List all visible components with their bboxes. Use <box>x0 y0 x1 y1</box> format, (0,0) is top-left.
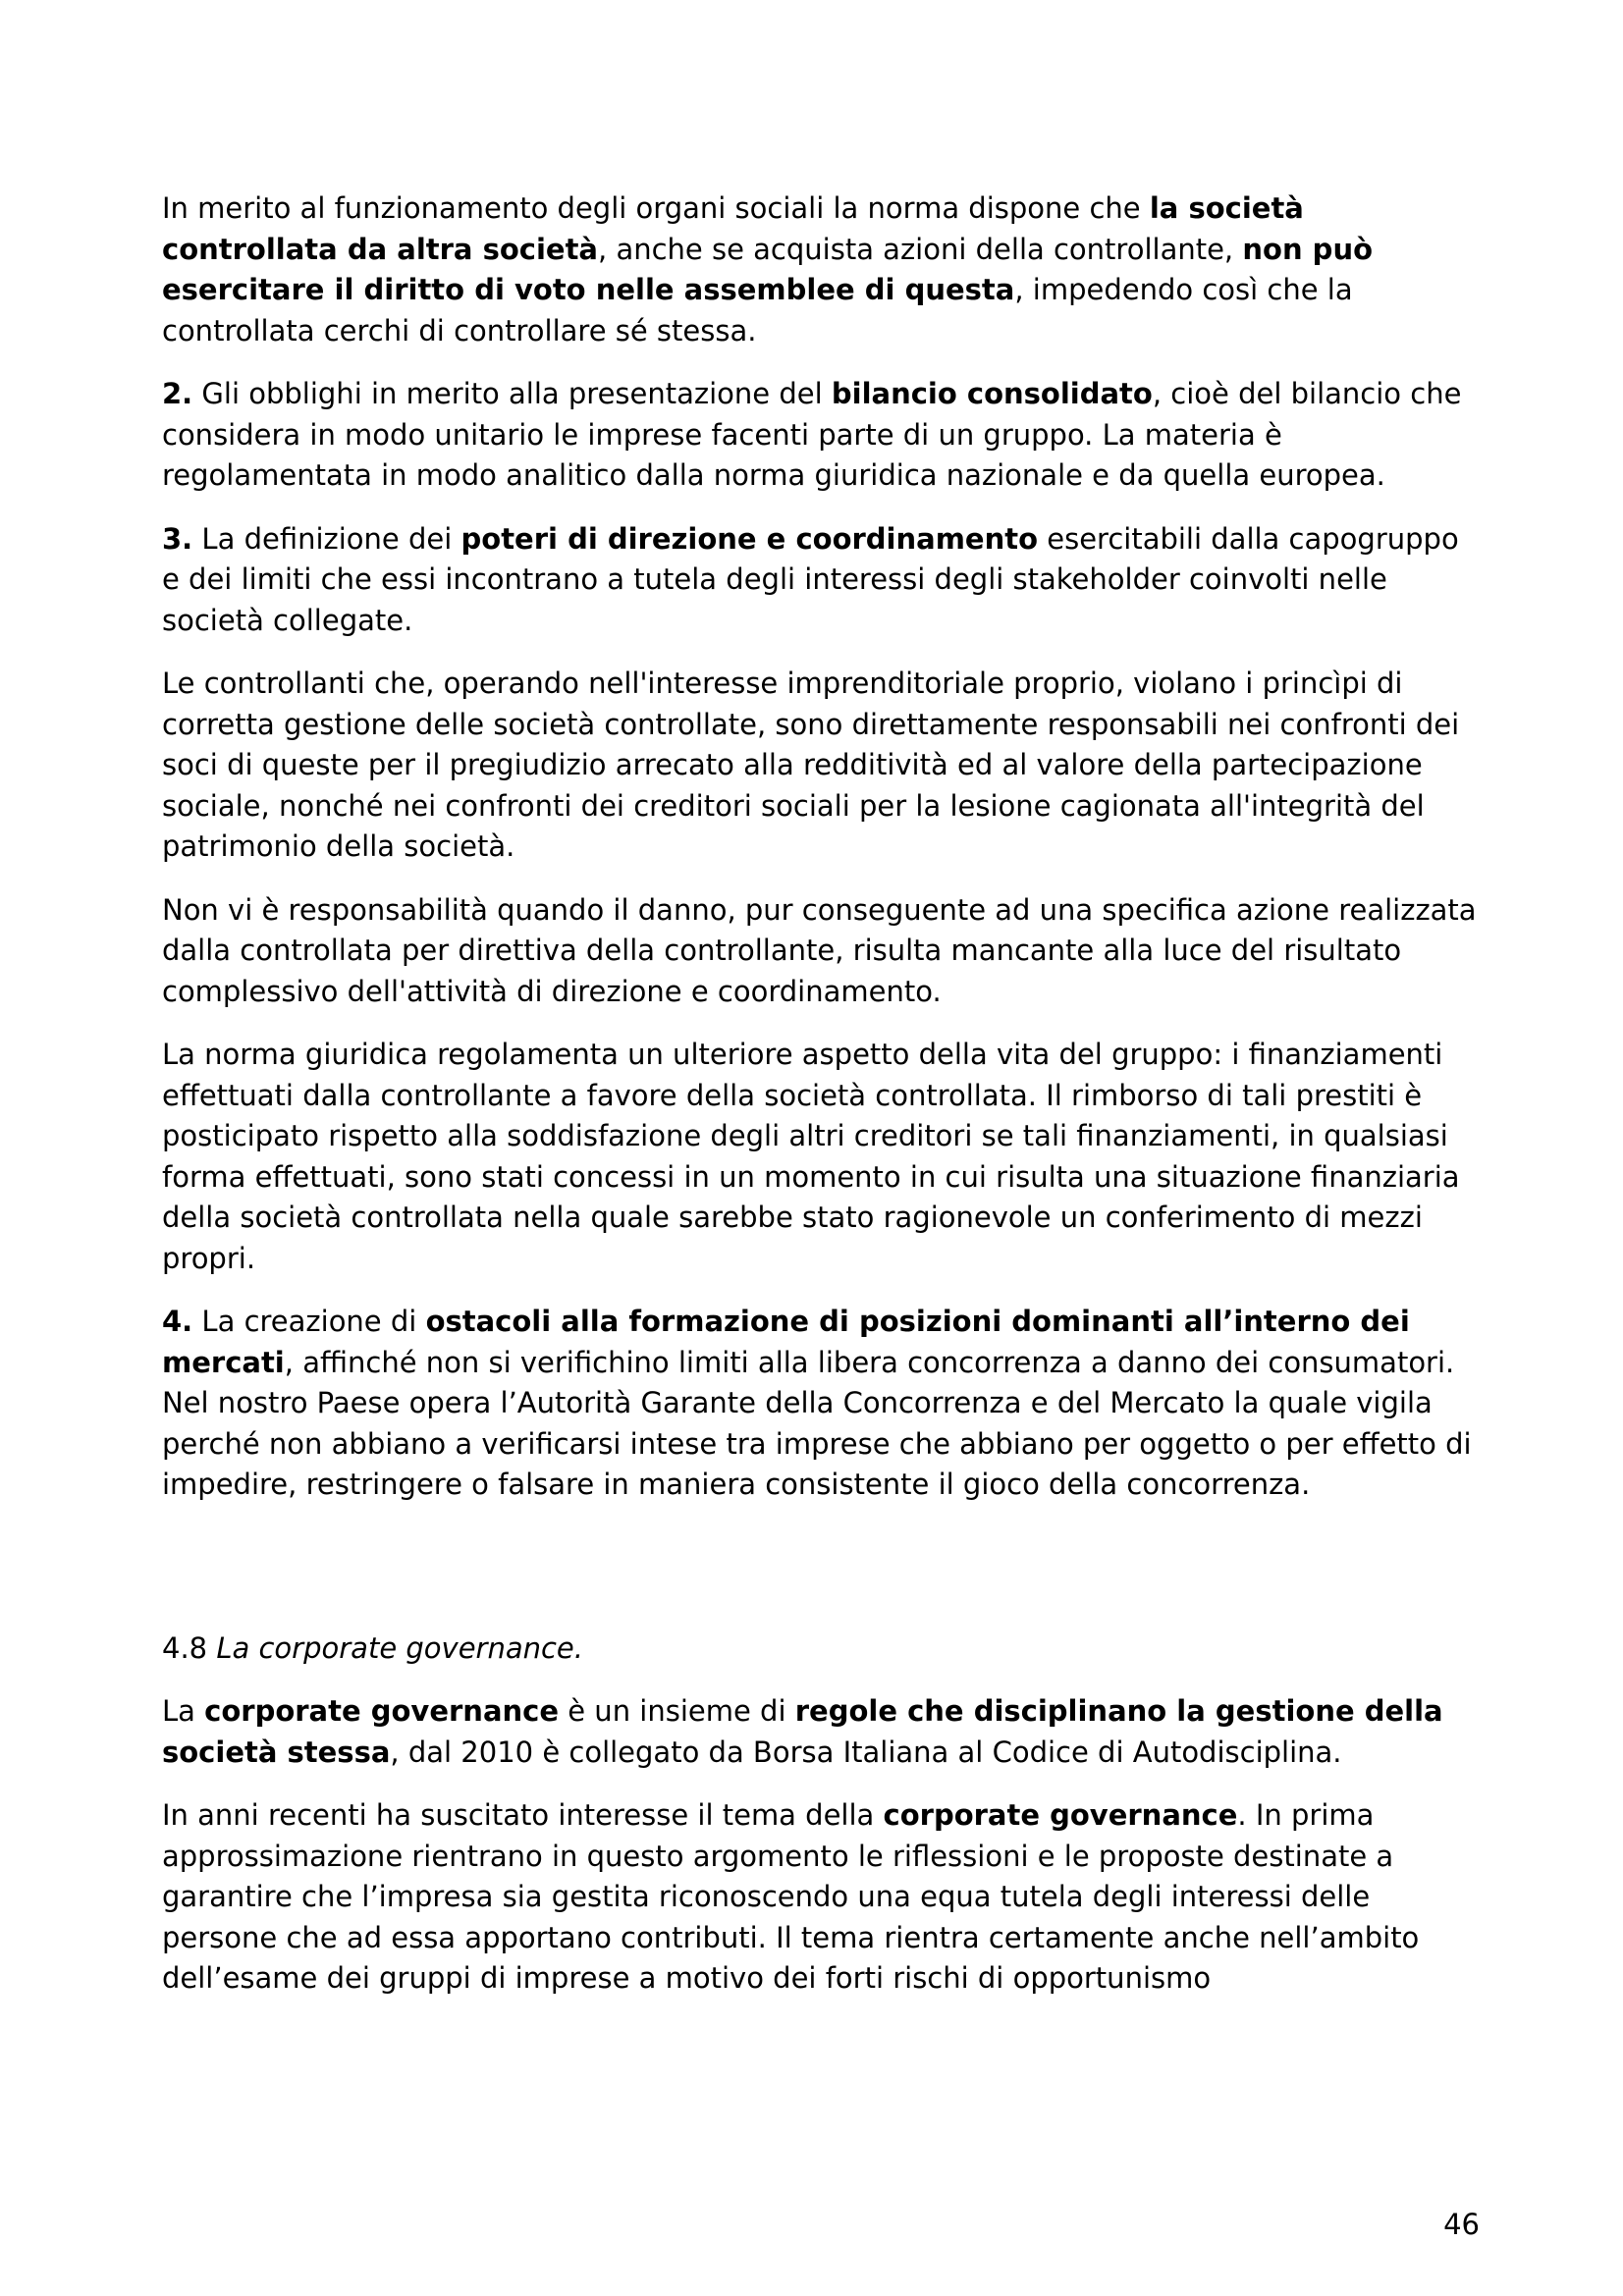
bold-text: bilancio consolidato <box>831 377 1153 410</box>
page-number: 46 <box>1443 2208 1480 2241</box>
list-number: 2. <box>162 377 193 410</box>
text-run: , anche se acquista azioni della controllante, <box>598 232 1243 266</box>
text-run: esercitabili dalla capogruppo e dei limiti che essi incontrano a tutela degli interessi degli stakeholder coinvolti nelle società collegate. <box>162 521 1459 637</box>
list-number: 4. <box>162 1305 193 1338</box>
page-content <box>162 188 1478 2022</box>
text-run: La creazione di <box>192 1305 426 1338</box>
section-spacer <box>162 1528 1478 1629</box>
text-run: . In prima approssimazione rientrano in questo argomento le riflessioni e le proposte destinate a garantire che l’impresa sia gestita riconoscendo una equa tutela degli interessi delle persone che ad essa apportano contributi. Il tema rientra certamente anche nell’ambito dell’esame dei gruppi di imprese a motivo dei forti rischi di opportunismo <box>162 1798 1420 1995</box>
text-run: , cioè del bilancio che considera in modo unitario le imprese facenti parte di un gruppo. La materia è regolamentata in modo analitico dalla norma giuridica nazionale e da quella europea. <box>162 377 1462 492</box>
section-number: 4.8 <box>162 1630 217 1665</box>
paragraph-responsabilita: Non vi è responsabilità quando il danno, pur conseguente ad una specifica azione realizzata dalla controllata per direttiva della controllante, risulta mancante alla luce del risultato complessivo dell'attività di direzione e coordinamento. <box>162 892 1477 1008</box>
list-number: 3. <box>162 521 193 556</box>
text-run: è un insieme di <box>559 1694 795 1728</box>
bold-text: regole che disciplinano la gestione della società stessa <box>162 1694 1443 1769</box>
paragraph-corporate-governance-definition <box>162 1691 1478 1773</box>
paragraph-poteri-direzione <box>162 519 1478 642</box>
section-heading <box>162 1629 1478 1670</box>
section-title: La corporate governance. <box>216 1630 583 1665</box>
text-run: , dal 2010 è collegato da Borsa Italiana al Codice di Autodisciplina. <box>390 1735 1342 1769</box>
text-run: Gli obblighi in merito alla presentazione del <box>192 377 832 410</box>
text-run: La <box>162 1694 205 1728</box>
paragraph-corporate-governance-interest <box>162 1795 1478 2000</box>
paragraph-finanziamenti: La norma giuridica regolamenta un ulteriore aspetto della vita del gruppo: i finanziamenti effettuati dalla controllante a favore della società controllata. Il rimborso di tali prestiti è posticipato rispetto alla soddisfazione degli altri creditori se tali finanziamenti, in qualsiasi forma effettuati, sono stati concessi in un momento in cui risulta una situazione finanziaria della società controllata nella quale sarebbe stato ragionevole un conferimento di mezzi propri. <box>162 1038 1460 1275</box>
paragraph-controllanti: Le controllanti che, operando nell'interesse imprenditoriale proprio, violano i princìpi di corretta gestione delle società controllate, sono direttamente responsabili nei confronti dei soci di queste per il pregiudizio arrecato alla redditività ed al valore della partecipazione sociale, nonché nei confronti dei creditori sociali per la lesione cagionata all'integrità del patrimonio della società. <box>162 667 1460 863</box>
text-run: La definizione dei <box>192 521 461 556</box>
text-run: In anni recenti ha suscitato interesse il tema della <box>162 1798 884 1832</box>
bold-text: corporate governance <box>204 1694 560 1728</box>
bold-text: poteri di direzione e coordinamento <box>460 521 1039 556</box>
paragraph-posizioni-dominanti <box>162 1302 1478 1506</box>
text-run: In merito al funzionamento degli organi sociali la norma dispone che <box>162 191 1150 225</box>
text-run: , impedendo così che la controllata cerchi di controllare sé stessa. <box>162 273 1353 347</box>
paragraph-organi-sociali <box>162 188 1478 351</box>
bold-text: la società controllata da altra società <box>162 191 1304 266</box>
bold-text: corporate governance <box>883 1798 1238 1832</box>
bold-text: non può esercitare il diritto di voto nelle assemblee di questa <box>162 232 1374 306</box>
paragraph-bilancio-consolidato <box>162 374 1478 497</box>
bold-text: ostacoli alla formazione di posizioni dominanti all’interno dei mercati <box>162 1305 1410 1379</box>
text-run: , affinché non si verifichino limiti alla libera concorrenza a danno dei consumatori. Nel nostro Paese opera l’Autorità Garante della Concorrenza e del Mercato la quale vigila perché non abbiano a verificarsi intese tra imprese che abbiano per oggetto o per effetto di impedire, restringere o falsare in maniera consistente il gioco della concorrenza. <box>162 1345 1472 1501</box>
